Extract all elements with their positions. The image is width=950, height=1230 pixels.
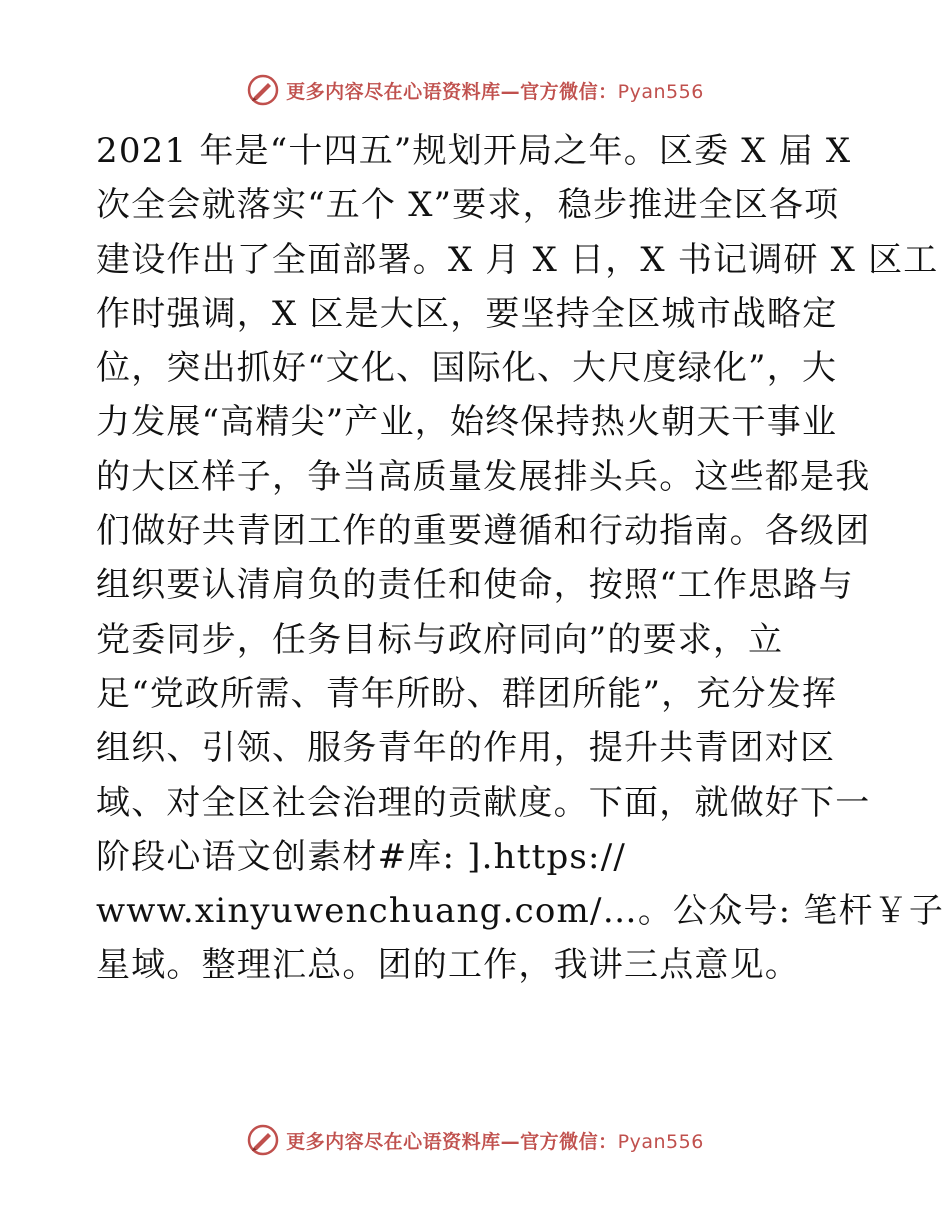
pen-logo-icon — [246, 1123, 280, 1157]
document-body — [96, 124, 945, 993]
text-line: 星域。整理汇总。团的工作，我讲三点意见。 — [96, 945, 800, 986]
text-line: www.xinyuwenchuang.com/…。公众号: 笔杆￥子 — [96, 891, 945, 932]
text-line: 位，突出抓好“文化、国际化、大尺度绿化”，大 — [96, 348, 838, 389]
wechat-id: Pyan556 — [617, 80, 704, 103]
pen-logo-icon — [246, 73, 280, 107]
text-line: 域、对全区社会治理的贡献度。下面，就做好下一 — [96, 782, 871, 823]
text-line: 次全会就落实“五个 X”要求，稳步推进全区各项 — [96, 185, 840, 226]
text-line: 阶段心语文创素材#库: ].https:// — [96, 836, 627, 877]
text-line: 的大区样子，争当高质量发展排头兵。这些都是我 — [96, 456, 871, 497]
banner-text: 更多内容尽在心语资料库—官方微信：Pyan556 — [286, 1130, 704, 1153]
text-line: 2021 年是“十四五”规划开局之年。区委 X 届 X — [96, 131, 852, 171]
text-line: 作时强调，X 区是大区，要坚持全区城市战略定 — [96, 293, 838, 334]
wechat-id: Pyan556 — [617, 1130, 704, 1153]
text-line: 力发展“高精尖”产业，始终保持热火朝天干事业 — [96, 402, 838, 443]
footer-banner — [0, 1120, 950, 1160]
header-banner — [0, 70, 950, 110]
text-line: 组织要认清肩负的责任和使命，按照“工作思路与 — [96, 565, 854, 606]
text-line: 组织、引领、服务青年的作用，提升共青团对区 — [96, 728, 836, 769]
text-line: 们做好共青团工作的重要遵循和行动指南。各级团 — [96, 511, 871, 552]
text-line: 党委同步，任务目标与政府同向”的要求，立 — [96, 619, 784, 660]
text-line: 足“党政所需、青年所盼、群团所能”，充分发挥 — [96, 673, 838, 714]
text-line: 建设作出了全面部署。X 月 X 日，X 书记调研 X 区工 — [96, 239, 939, 280]
banner-text: 更多内容尽在心语资料库—官方微信：Pyan556 — [286, 80, 704, 103]
